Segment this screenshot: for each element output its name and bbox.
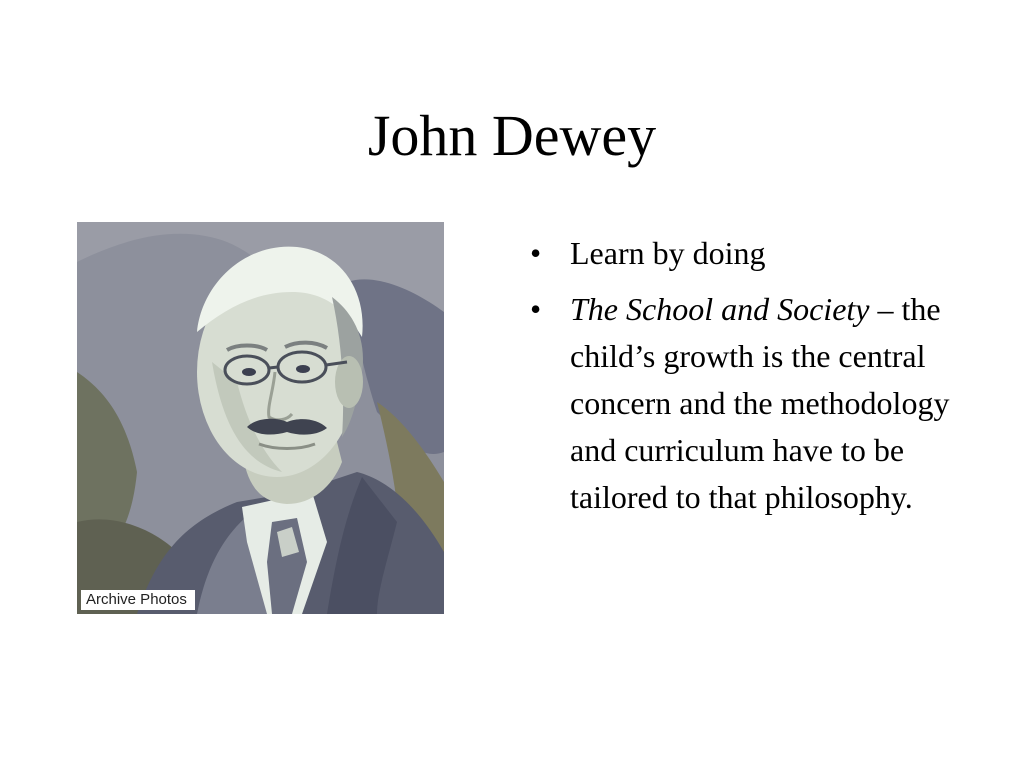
- portrait-image: [77, 222, 444, 614]
- bullet-text: – the child’s growth is the central concern and the methodology and curriculum have to be tailored to that philosophy.: [570, 291, 950, 515]
- bullet-item: [530, 230, 950, 277]
- photo-credit: Archive Photos: [81, 590, 195, 610]
- bullet-icon: •: [530, 291, 542, 327]
- slide-title: John Dewey: [367, 103, 657, 168]
- bullet-list: [530, 230, 950, 530]
- book-title: The School and Society: [570, 291, 870, 327]
- portrait-photo: [77, 222, 444, 614]
- bullet-item: [530, 286, 950, 521]
- bullet-text: Learn by doing: [570, 235, 766, 271]
- bullet-icon: •: [530, 235, 542, 271]
